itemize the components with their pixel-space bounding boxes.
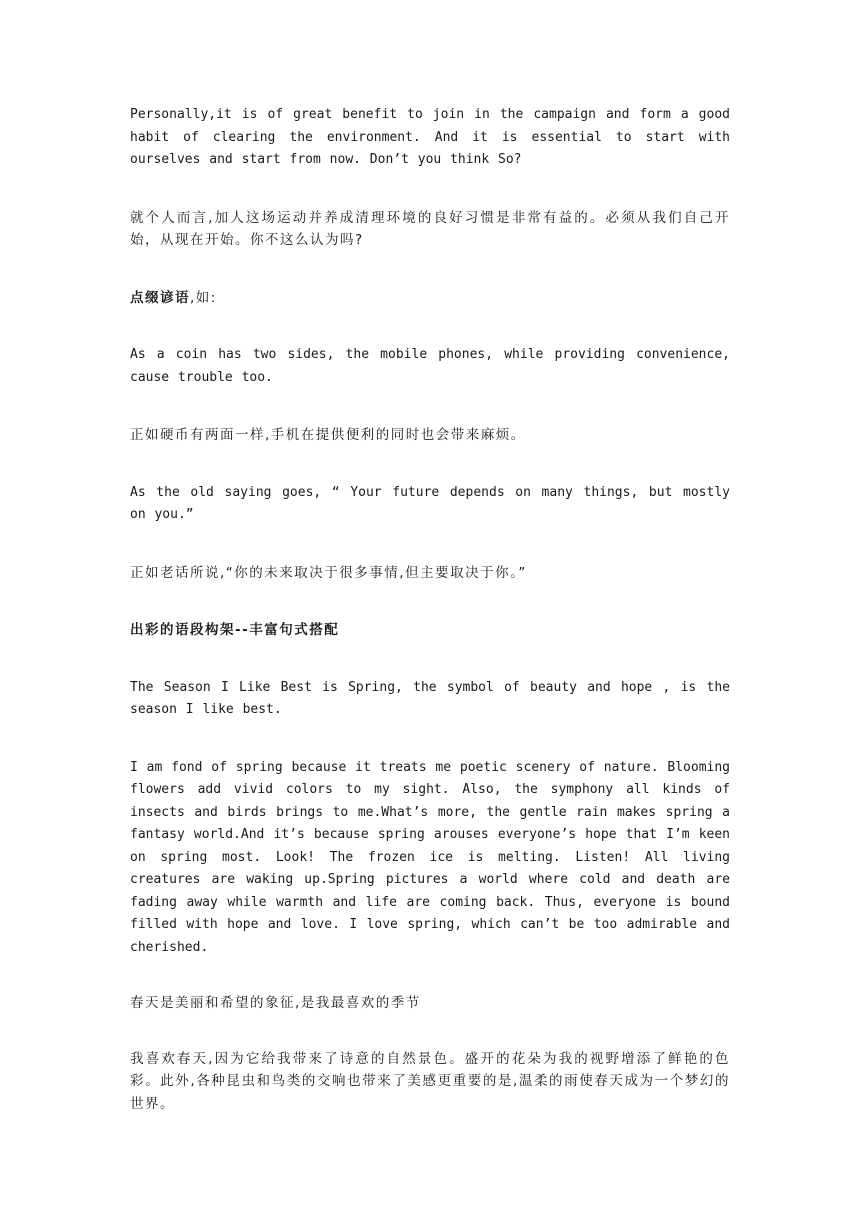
proverb-heading-rest: ,如:	[190, 289, 217, 306]
paragraph-season-zh: 春天是美丽和希望的象征,是我最喜欢的季节	[130, 995, 421, 1011]
document-page	[130, 104, 730, 1115]
proverb-heading	[130, 287, 730, 310]
proverb-heading-bold: 点缀谚语	[130, 289, 190, 306]
paragraph-coin-zh: 正如硬币有两面一样,手机在提供便利的同时也会带来麻烦。	[130, 427, 526, 443]
paragraph-spring-en: I am fond of spring because it treats me poetic scenery of nature. Blooming flowers add vivid colors to my sight. Also, the symphony all kinds of insects and birds brings to me.What’s more, the gentle rain makes spring a fantasy world.And it’s because spring arouses everyone’s hope that I’m keen on spring most. Look! The frozen ice is melting. Listen! All living creatures are waking up.Spring pictures a world where cold and death are fading away while warmth and life are coming back. Thus, everyone is bound filled with hope and love. I love spring, which can’t be too admirable and cherished.	[130, 759, 730, 955]
paragraph-coin-en: As a coin has two sides, the mobile phones, while providing convenience, cause trouble too.	[130, 347, 730, 385]
paragraph-season-en: The Season I Like Best is Spring, the symbol of beauty and hope , is the season I like best.	[130, 679, 730, 717]
paragraph-benefit-en: Personally,it is of great benefit to join in the campaign and form a good habit of clearing the environment. And it is essential to start with ourselves and start from now. Don’t you think So?	[130, 107, 730, 167]
section-heading: 出彩的语段构架--丰富句式搭配	[130, 622, 340, 638]
paragraph-spring-zh: 我喜欢春天,因为它给我带来了诗意的自然景色。盛开的花朵为我的视野增添了鲜艳的色彩。此外,各种昆虫和鸟类的交响也带来了美感更重要的是,温柔的雨使春天成为一个梦幻的世界。	[130, 1050, 730, 1112]
paragraph-saying-zh: 正如老话所说,“你的未来取决于很多事情,但主要取决于你。”	[130, 564, 527, 581]
paragraph-saying-en: As the old saying goes, “ Your future depends on many things, but mostly on you.”	[130, 484, 730, 522]
paragraph-benefit-zh: 就个人而言,加人这场运动并养成清理环境的良好习惯是非常有益的。必须从我们自己开始，从现在开始。你不这么认为吗?	[130, 209, 730, 248]
